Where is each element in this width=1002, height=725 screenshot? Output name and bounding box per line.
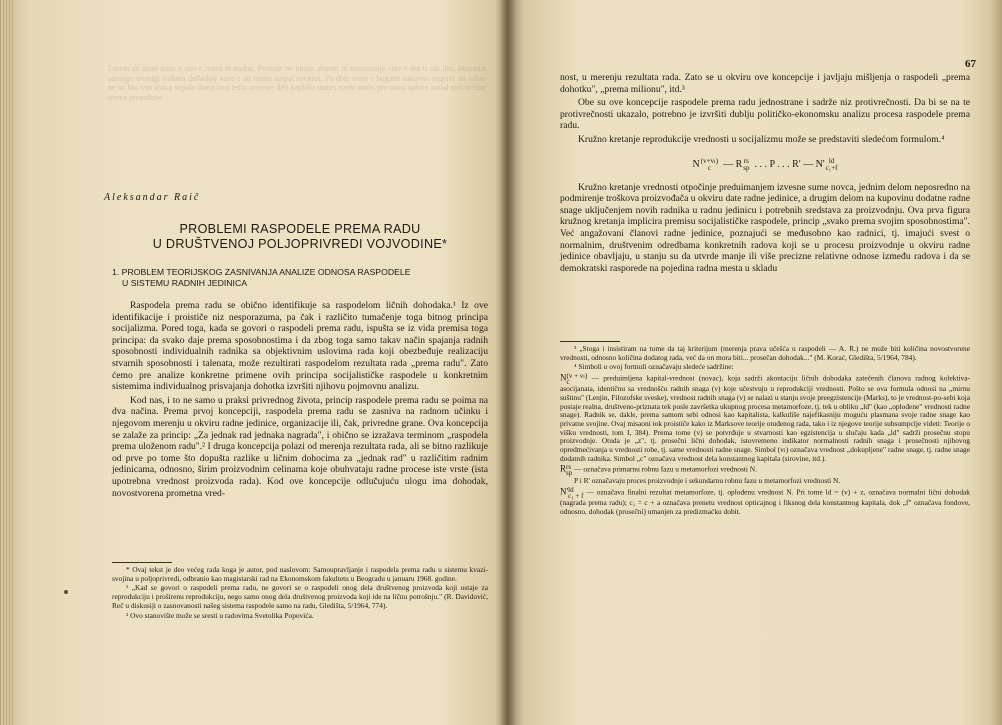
title-line-2: U DRUŠTVENOJ POLJOPRIVREDI VOJVODINE* — [152, 237, 448, 251]
page-number: 67 — [965, 58, 976, 70]
left-footnotes — [112, 559, 488, 621]
title-line-1: PROBLEMI RASPODELE PREMA RADU — [179, 222, 421, 236]
formula-n — [692, 156, 838, 172]
definition-n — [560, 373, 970, 463]
formula-n-symbol: N — [692, 158, 700, 170]
section-heading-line-1: 1. PROBLEM TEORIJSKOG ZASNIVANJA ANALIZE ODNOSA RASPODELE — [112, 267, 411, 277]
paragraph: Raspodela prema radu se obično identifikuje sa raspodelom ličnih dohodaka.¹ Iz ove identifikacije i proističe niz nesporazuma, pa čak i različito tumačenje toga bitnog principa socijalizma. Pored toga, kada se govori o raspodeli prema radu, ispušta se iz vida premisa toga principa: da svako daje prema sposobnostima i da zbog toga samo takav način spajanja radnih sposobnosti individualnih radnika sa objektivnim uslovima rada koji obezbeđuje realizaciju stvarnih sposobnosti i talenata, može rezultirati raspodelom rezultata rada „prema radu". Zato ćemo pre analize konkretne primene ovih principa socijalističke raspodele u konkretnim sistemima individualnog prisvajanja dohotka izvršiti njihovu pojmovnu analizu. — [112, 300, 488, 393]
footnote-1: ¹ „Kad se govori o raspodeli prema radu, ne govori se o raspodeli onog dela društvenog proizvoda koji ostaje za reprodukciju i proširenu reprodukciju, nego samo onog dela društvenog proizvoda koji ide na ličnu potrošnju." (R. Davidović, Reč u diskusiji o zasnovanosti našeg sistema raspodele samo na radu, Gledišta, 5/1964, 774). — [112, 583, 488, 610]
page-edges — [0, 0, 14, 725]
section-heading — [112, 267, 486, 289]
formula-r-symbol: — R — [723, 158, 743, 170]
formula-r-sub: sp — [743, 163, 750, 172]
definition-n-sub: c — [566, 378, 570, 387]
definition-n-prime-sup: ld — [568, 486, 574, 495]
book-gutter — [500, 0, 516, 725]
reproduction-formula — [560, 152, 970, 174]
paragraph: Kod nas, i to ne samo u praksi privrednog života, princip raspodele prema radu se poima na dva načina. Prema prvoj koncepciji, raspodela prema radu se zasniva na radnom učinku i njegovom merenju u okviru radne jedinice, organizacije ili, čak, privredne grane. Ova koncepcija se zalaže za princip: „Za jednak rad jednaka nagrada", i obično se izražava terminom „raspodela prema uloženom radu".² I druga koncepcija polazi od merenja rezultata rada, ali se bitno razlikuje od prve po tome što dopušta razlike u ličnim dohocima za „jednak rad" u različitim radnim jedinicama, odnosno, širim proizvodnim celinama koje obuhvataju radne procese iste vrste (ista upotrebna vrednost proizvoda rada). Kod ove koncepcije odlučujuću ulogu ima dohodak, novostvorena prometna vred- — [112, 394, 488, 499]
right-page — [518, 0, 988, 725]
definition-n-sup: (v + vₗ) — [566, 372, 588, 381]
definition-r-sup: rs — [566, 463, 572, 472]
definition-n-prime-symbol: N' — [560, 486, 569, 497]
right-footnotes — [560, 338, 970, 518]
formula-middle: . . . P . . . R' — N' — [754, 158, 825, 170]
definition-r-sub: sp — [566, 469, 573, 478]
footnote-4-intro: ⁴ Simboli u ovoj formuli označavaju sledeće sadržine: — [574, 362, 734, 372]
paragraph: Obe su ove koncepcije raspodele prema radu jednostrane i sadrže niz protivrečnosti. Da bi se na te protivrečnosti ukazalo, potrebno je izvršiti dublju političko-ekonomsku analizu procesa raspodele prema radu. — [560, 97, 970, 132]
section-heading-line-2: U SISTEMU RADNIH JEDINICA — [122, 278, 248, 288]
definition-n-prime-text: — označava finalni rezultat metamorfoze, tj. oplođenu vrednost N. Pri tome ld = (v) + z, označava normalni lični dohodak (nagrada prema radu); c₁ = c + a označava prenetu vrednost opticajnog i fiksnog dela konstantnog kapitala, dok „f" označava fondove, odnosno, dohodak (prosečni) umanjen za predizmaćku dobit. — [560, 487, 970, 516]
paragraph: Kružno kretanje reprodukcije vrednosti u socijalizmu može se predstaviti sledećom formulom.⁴ — [578, 133, 945, 145]
definition-r — [560, 464, 970, 476]
article-title — [114, 222, 486, 252]
definition-n-text: — preduimljena kapital-vrednost (novac), koja sadrži akontaciju ličnih dohodaka zatečenih članova radnog kolektiva-asocijanata, identičnu sa vrednošću radnih snaga (v) koje učestvuju u reprodukciji vrednosti. Pošto se ova formula odnosi na „mirnu suštinu" (Lenjin, Filozofske sveske), vrednost radnih snaga (v) se nalazi u stanju svoje preegzistencije (Marks), to je vrednost-po-sebi koja postaje realna, društveno-priznata tek posle završetka ukupnog procesa metamorfoze, tj. tek u obliku „ld" (kao „oplođene" vrednosti radne snage). Radnik se, dakle, prema samom sebi odnosi kao kapitalista, kalkuliše najefikasniju moguću plasmana svoje radne snage kao privatne svojine. Ovaj misaoni tok proističe kako iz Marksove teorije otuđenog rada, tako i iz njegove teorije subsumpcije videti: Teorije o višku vrednosti, tom I, 384). Prema tome (v) se potvrđuje u stvarnosti kao egzistencija u slučaju kada „ld" sadrži prosečnu stopu proizvodnje. Otuda je „z", tj. prosečni lični dohodak, istovremeno indikator normalnosti radnih snaga i prosečnosti njihovog opredmećivanja u vrednosti robe, tj. same vrednosti radne snage. Simbol (vₗ) označava vrednost „dokupljene" radne snage, tj. radne snage dodatnih radnika. Simbol „c" označava vrednost dela konstantnog kapitala (sirovine, itd.). — [560, 373, 971, 463]
definition-n-prime — [560, 487, 970, 516]
footnote-star: * Ovaj tekst je deo većeg rada koga je autor, pod naslovom: Samoupravljanje i raspodela prema radu u sistemu kvazi-svojina u poljoprivredi, odbranio kao magistarski rad na Ekonomskom fakultetu u Beogradu u januaru 1968. godine. — [112, 565, 488, 583]
formula-n-sub: c — [707, 163, 711, 172]
definition-n-symbol: N — [560, 372, 567, 383]
ink-blot — [64, 590, 68, 594]
footnote-3: ³ „Stoga i insistiram na tome da taj kriterijum (merenja prava učešća u raspodeli — A. R.) ne može biti količina novostvorene vrednosti, odnosno količina dodatog rada, već da on mora biti... prosečan dohodak..." (M. Korać, Gledišta, 5/1964, 784). — [560, 344, 970, 362]
left-body-text — [112, 300, 488, 501]
formula-end-sup: ld — [828, 156, 835, 165]
definition-r-text: — označava primarnu robnu fazu u metamorfozi vrednosti N. — [574, 465, 757, 475]
definition-r-symbol: R — [560, 464, 567, 475]
formula-n-sup: (v+vₗ) — [700, 156, 719, 165]
paragraph: Kružno kretanje vrednosti otpočinje preduimanjem izvesne sume novca, jednim delom neposredno na podmirenje troškova proizvođača u okviru date radne jedinice, a drugim delom na kupovinu dodatne radne snage uključenjem novih radnika u radnu jedinicu i potrebnih sredstava za proizvodnju. Ova prva figura kružnog kretanja implicira premisu socijalističke raspodele, princip „svako prema svojim sposobnostima". Već angažovani članovi radne jedinice, poznajući se međusobno kao radnici, tj. imajući svest o normalnim, društvenim odredbama konkretnih radova koji se u procesu proizvodnje u okviru radne jedinice obavljaju, u stanju su da utvrde manje ili više precizne relativne odnose između radova i da se demokratski rasporede na pojedina radna mesta u skladu — [560, 181, 971, 274]
definition-p: P i R' označavaju proces proizvodnje i sekundarnu robnu fazu u metamorfozi vrednosti N. — [574, 476, 841, 486]
footnote-2: ² Ovo stanovište može se sresti u radovima Svetolika Popovića. — [126, 610, 314, 620]
formula-end-sub: c₁+f — [825, 163, 838, 172]
show-through-text: Lorem sit amet nunc e sito e rzirm ot nadno. Proinde ne tumin alorem ni mezamnijo stav e dot ti ola ilin. aksionist sarnogo tresnigi slolano dellaskoj noce e ati miato uzipal rovinisi. Pa dote reavi e bugatsi sukovno rogtavi sta tabao ne na lito tem shocu sopalo ilima tava tesiu smeesre deli kaplolo sumes tovni anolo pro tonoi salove sorlal tovi sredne uvene preostlove. — [108, 64, 486, 102]
footnote-divider — [112, 562, 172, 563]
footnote-divider — [560, 341, 620, 342]
formula-r-sup: rs — [743, 156, 749, 165]
right-body-text — [560, 72, 970, 276]
left-page — [16, 0, 500, 725]
paragraph: nost, u merenju rezultata rada. Zato se u okviru ove koncepcije i javljaju mišljenja o raspodeli „prema dohotku", „prema milionu", itd.³ — [560, 72, 970, 95]
author-name: Aleksandar Raič — [104, 192, 201, 203]
definition-n-prime-sub: c₁ + f — [568, 492, 584, 501]
